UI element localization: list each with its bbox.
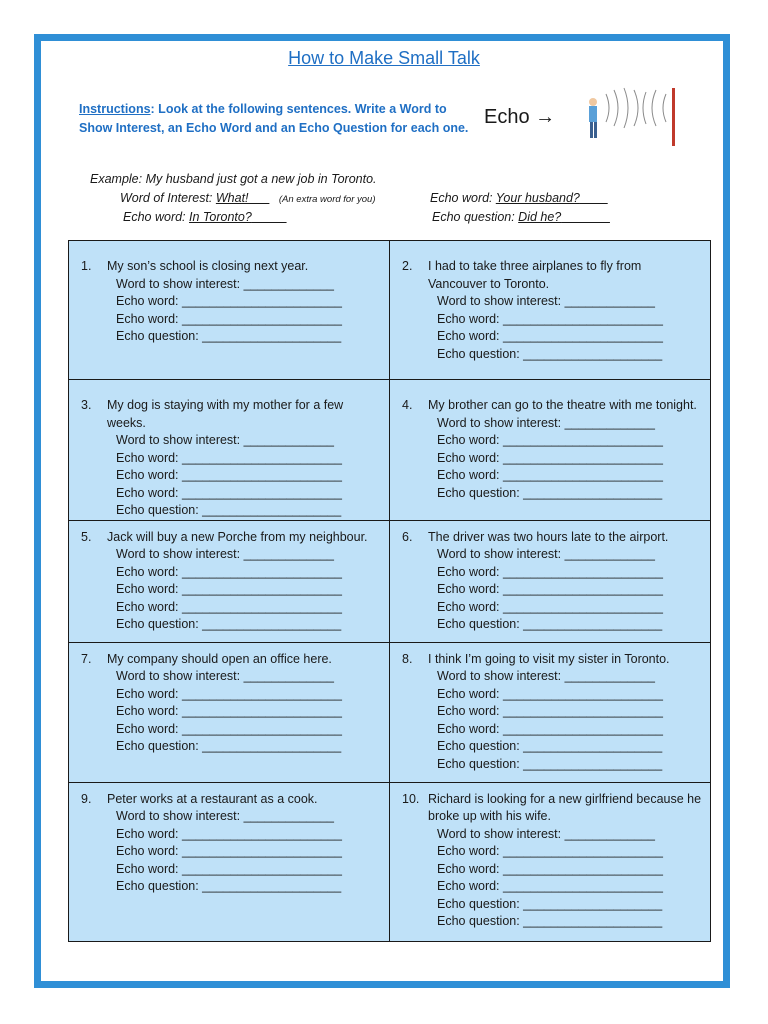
answer-line[interactable]: Echo word: _______________________ xyxy=(437,686,663,701)
echo-illustration xyxy=(584,84,680,148)
answer-line[interactable]: Echo question: ____________________ xyxy=(437,914,663,928)
exercise-cell-10 xyxy=(390,782,711,941)
item-sentence: My son’s school is closing next year. xyxy=(107,259,309,273)
example-echo-word-2: Echo word: In Toronto?_____ xyxy=(123,210,287,224)
page-title: How to Make Small Talk xyxy=(288,48,480,68)
answer-line[interactable]: Echo word: _______________________ xyxy=(116,294,342,308)
answer-line[interactable]: Echo word: _______________________ xyxy=(116,450,342,465)
item-sentence: I think I’m going to visit my sister in Toronto. xyxy=(428,651,670,666)
answer-line[interactable]: Echo word: _______________________ xyxy=(116,704,342,718)
answer-line[interactable]: Echo question: ____________________ xyxy=(116,503,342,517)
answer-line[interactable]: Echo word: _______________________ xyxy=(437,704,663,718)
answer-line[interactable]: Echo word: _______________________ xyxy=(437,861,663,876)
exercise-cell-1 xyxy=(69,241,390,380)
answer-line[interactable]: Echo word: _______________________ xyxy=(116,686,342,701)
example-word-of-interest: Word of Interest: What!___ (An extra word for you) xyxy=(120,191,376,205)
echo-wall xyxy=(672,88,675,146)
example-sentence: Example: My husband just got a new job in Toronto. xyxy=(90,172,377,186)
answer-line[interactable]: Echo word: _______________________ xyxy=(116,721,342,736)
exercise-cell-3 xyxy=(69,380,390,521)
exercise-cell-5 xyxy=(69,520,390,642)
exercise-cell-6 xyxy=(390,520,711,642)
answer-line[interactable]: Echo word: _______________________ xyxy=(116,582,342,596)
instructions xyxy=(79,100,469,138)
instructions-text: : Look at the following sentences. Write a Word to Show Interest, an Echo Word and an Echo Question for each one. xyxy=(79,102,469,135)
answer-line[interactable]: Word to show interest: _____________ xyxy=(437,669,655,683)
item-number: 6. xyxy=(402,529,413,544)
answer-line[interactable]: Word to show interest: _____________ xyxy=(116,433,334,447)
answer-line[interactable]: Word to show interest: _____________ xyxy=(116,669,334,683)
answer-line[interactable]: Echo word: _______________________ xyxy=(116,468,342,482)
answer-line[interactable]: Echo word: _______________________ xyxy=(116,564,342,579)
item-sentence: Peter works at a restaurant as a cook. xyxy=(107,791,318,806)
item-number: 2. xyxy=(402,259,413,273)
answer-line[interactable]: Echo question: ____________________ xyxy=(437,756,663,771)
answer-line[interactable]: Echo word: _______________________ xyxy=(437,844,663,858)
answer-line[interactable]: Echo word: _______________________ xyxy=(437,468,663,482)
answer-line[interactable]: Echo word: _______________________ xyxy=(437,721,663,736)
exercise-cell-9 xyxy=(69,782,390,941)
answer-line[interactable]: Echo word: _______________________ xyxy=(437,599,663,614)
answer-line[interactable]: Word to show interest: _____________ xyxy=(116,276,334,291)
person-body xyxy=(589,106,597,122)
exercise-grid xyxy=(68,240,711,942)
item-sentence: My company should open an office here. xyxy=(107,651,332,666)
sound-waves xyxy=(606,88,666,128)
answer-line[interactable]: Echo question: ____________________ xyxy=(116,739,342,753)
exercise-cell-2 xyxy=(390,241,711,380)
item-number: 1. xyxy=(81,259,92,273)
extra-note: (An extra word for you) xyxy=(278,194,376,205)
item-number: 9. xyxy=(81,791,92,806)
echo-label: Echo → xyxy=(484,106,556,128)
item-sentence: Jack will buy a new Porche from my neighbour. xyxy=(107,529,368,544)
answer-line[interactable]: Word to show interest: _____________ xyxy=(437,415,655,430)
item-sentence: My brother can go to the theatre with me tonight. xyxy=(428,398,697,412)
person-head xyxy=(589,98,597,106)
answer-line[interactable]: Echo question: ____________________ xyxy=(437,896,663,911)
answer-line[interactable]: Echo question: ____________________ xyxy=(116,879,342,893)
example-echo-question: Echo question: Did he?_______ xyxy=(432,210,610,224)
answer-line[interactable]: Echo question: ____________________ xyxy=(437,346,663,361)
answer-line[interactable]: Echo question: ____________________ xyxy=(116,329,342,343)
item-number: 4. xyxy=(402,398,413,412)
answer-line[interactable]: Echo word: _______________________ xyxy=(437,311,663,326)
answer-line[interactable]: Echo word: _______________________ xyxy=(116,826,342,841)
answer-line[interactable]: Word to show interest: _____________ xyxy=(116,809,334,823)
answer-line[interactable]: Echo word: _______________________ xyxy=(116,485,342,500)
item-number: 8. xyxy=(402,651,413,666)
answer-line[interactable]: Echo word: _______________________ xyxy=(437,450,663,465)
answer-line[interactable]: Echo word: _______________________ xyxy=(437,564,663,579)
item-sentence: I had to take three airplanes to fly from Vancouver to Toronto. xyxy=(428,259,642,291)
item-sentence: My dog is staying with my mother for a few weeks. xyxy=(107,398,344,430)
answer-line[interactable]: Word to show interest: _____________ xyxy=(437,547,655,561)
answer-line[interactable]: Word to show interest: _____________ xyxy=(437,826,655,841)
item-number: 7. xyxy=(81,651,92,666)
answer-line[interactable]: Echo word: _______________________ xyxy=(116,861,342,876)
item-sentence: Richard is looking for a new girlfriend because he broke up with his wife. xyxy=(428,791,702,823)
answer-line[interactable]: Echo word: _______________________ xyxy=(437,433,663,447)
answer-line[interactable]: Echo word: _______________________ xyxy=(116,311,342,326)
instructions-label: Instructions xyxy=(79,102,151,116)
answer-line[interactable]: Word to show interest: _____________ xyxy=(437,294,655,308)
answer-line[interactable]: Echo question: ____________________ xyxy=(437,617,663,631)
answer-line[interactable]: Echo word: _______________________ xyxy=(437,879,663,893)
item-sentence: The driver was two hours late to the airport. xyxy=(428,529,669,544)
answer-line[interactable]: Echo word: _______________________ xyxy=(437,329,663,343)
answer-line[interactable]: Echo word: _______________________ xyxy=(116,844,342,858)
answer-line[interactable]: Echo question: ____________________ xyxy=(437,485,663,500)
answer-line[interactable]: Echo question: ____________________ xyxy=(116,617,342,631)
item-number: 5. xyxy=(81,529,92,544)
answer-line[interactable]: Echo word: _______________________ xyxy=(116,599,342,614)
example-echo-word-1: Echo word: Your husband?____ xyxy=(430,191,608,205)
exercise-cell-7 xyxy=(69,642,390,782)
exercise-cell-8 xyxy=(390,642,711,782)
exercise-cell-4 xyxy=(390,380,711,521)
answer-line[interactable]: Echo question: ____________________ xyxy=(437,739,663,753)
answer-line[interactable]: Word to show interest: _____________ xyxy=(116,547,334,561)
answer-line[interactable]: Echo word: _______________________ xyxy=(437,582,663,596)
item-number: 10. xyxy=(402,791,420,806)
item-number: 3. xyxy=(81,398,92,412)
